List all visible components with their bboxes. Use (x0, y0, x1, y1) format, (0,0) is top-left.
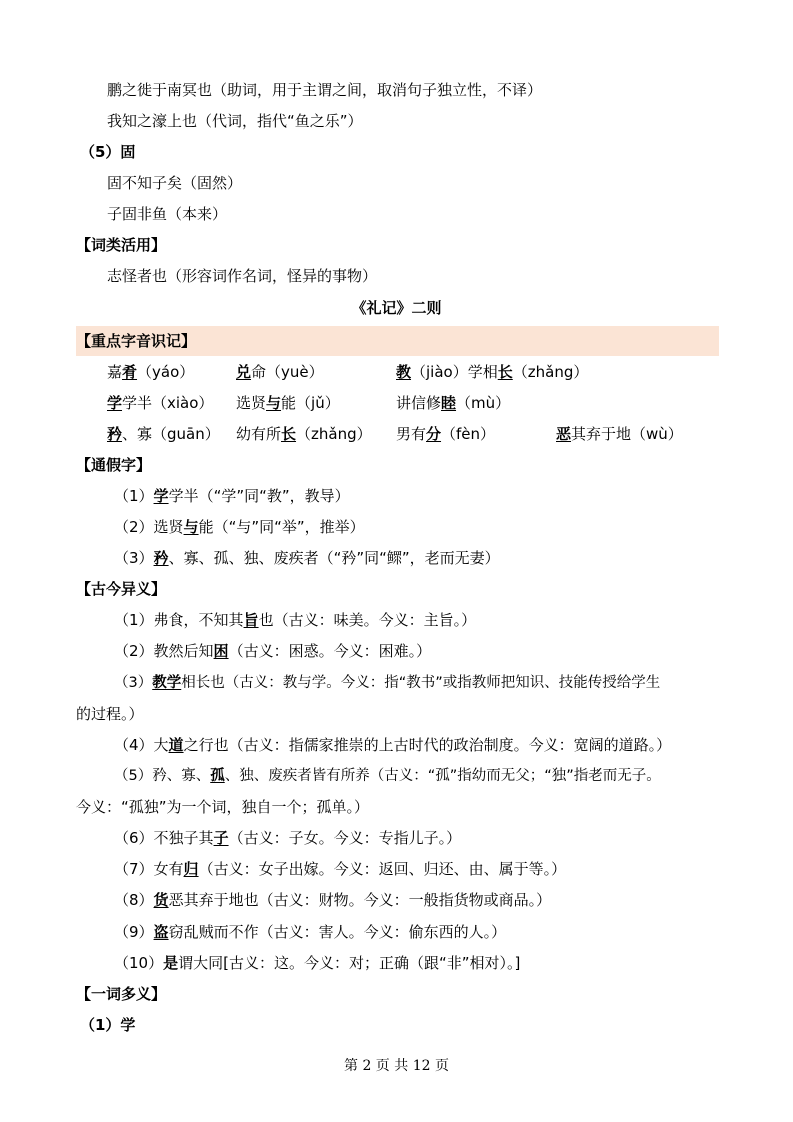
list-item: （4）大道之行也（古义：指儒家推崇的上古时代的政治制度。今义：宽阔的道路。） (114, 736, 672, 754)
list-item-continued: 今义：“孤独”为一个词，独自一个；孤单。） (76, 798, 370, 816)
pinyin-item: 学学半（xiào） (107, 394, 214, 412)
section-heading-gujin: 【古今异义】 (76, 580, 167, 598)
pinyin-item: 嘉肴（yáo） (107, 363, 195, 381)
list-item: （1）学学半（“学”同“教”，教导） (114, 487, 350, 505)
list-item: （10）是谓大同[古义：这。今义：对；正确（跟“非”相对）。] (114, 954, 521, 972)
list-item: （7）女有归（古义：女子出嫁。今义：返回、归还、由、属于等。） (114, 860, 567, 878)
subheading-gu: （5）固 (80, 143, 136, 161)
list-item: （9）盗窃乱贼而不作（古义：害人。今义：偷东西的人。） (114, 923, 507, 941)
pinyin-item: 矜、寡（guān） (107, 425, 220, 443)
list-item: （5）矜、寡、孤、独、废疾者皆有所养（古义：“孤”指幼而无父；“独”指老而无子。 (114, 768, 661, 784)
text-line: 子固非鱼（本来） (107, 205, 228, 223)
text-line: 鹏之徙于南冥也（助词，用于主谓之间，取消句子独立性，不译） (107, 81, 543, 99)
section-heading-ziyin: 【重点字音识记】 (76, 332, 197, 350)
list-item: （6）不独子其子（古义：子女。今义：专指儿子。） (114, 829, 462, 847)
pinyin-item: 教（jiào）学相长（zhǎng） (396, 363, 589, 381)
list-item-continued: 的过程。） (76, 705, 144, 723)
list-item: （3）矜、寡、孤、独、废疾者（“矜”同“鳏”，老而无妻） (114, 549, 500, 567)
pinyin-item: 恶其弃于地（wù） (556, 425, 683, 443)
list-item: （3）教学相长也（古义：教与学。今义：指“教书”或指教师把知识、技能传授给学生 (114, 675, 661, 691)
text-line: 志怪者也（形容词作名词，怪异的事物） (107, 267, 378, 285)
list-item: （2）教然后知困（古义：困惑。今义：困难。） (114, 642, 432, 660)
section-heading-tongjia: 【通假字】 (76, 456, 152, 474)
title-liji: 《礼记》二则 (351, 299, 442, 317)
section-heading-yici: 【一词多义】 (76, 985, 167, 1003)
list-item: （2）选贤与能（“与”同“举”，推举） (114, 518, 365, 536)
list-item: （8）货恶其弃于地也（古义：财物。今义：一般指货物或商品。） (114, 891, 552, 909)
pinyin-item: 兑命（yuè） (236, 363, 324, 381)
pinyin-item: 男有分（fèn） (396, 425, 496, 443)
pinyin-item: 选贤与能（jǔ） (236, 394, 340, 412)
subheading-xue: （1）学 (80, 1016, 136, 1034)
list-item: （1）弗食，不知其旨也（古义：味美。今义：主旨。） (114, 611, 477, 629)
pinyin-item: 讲信修睦（mù） (396, 394, 511, 412)
page-footer: 第 2 页 共 12 页 (344, 1058, 449, 1074)
pinyin-item: 幼有所长（zhǎng） (236, 425, 372, 443)
text-line: 我知之濠上也（代词，指代“鱼之乐”） (107, 112, 363, 130)
section-heading-cilei: 【词类活用】 (76, 236, 167, 254)
text-line: 固不知子矣（固然） (107, 174, 243, 192)
